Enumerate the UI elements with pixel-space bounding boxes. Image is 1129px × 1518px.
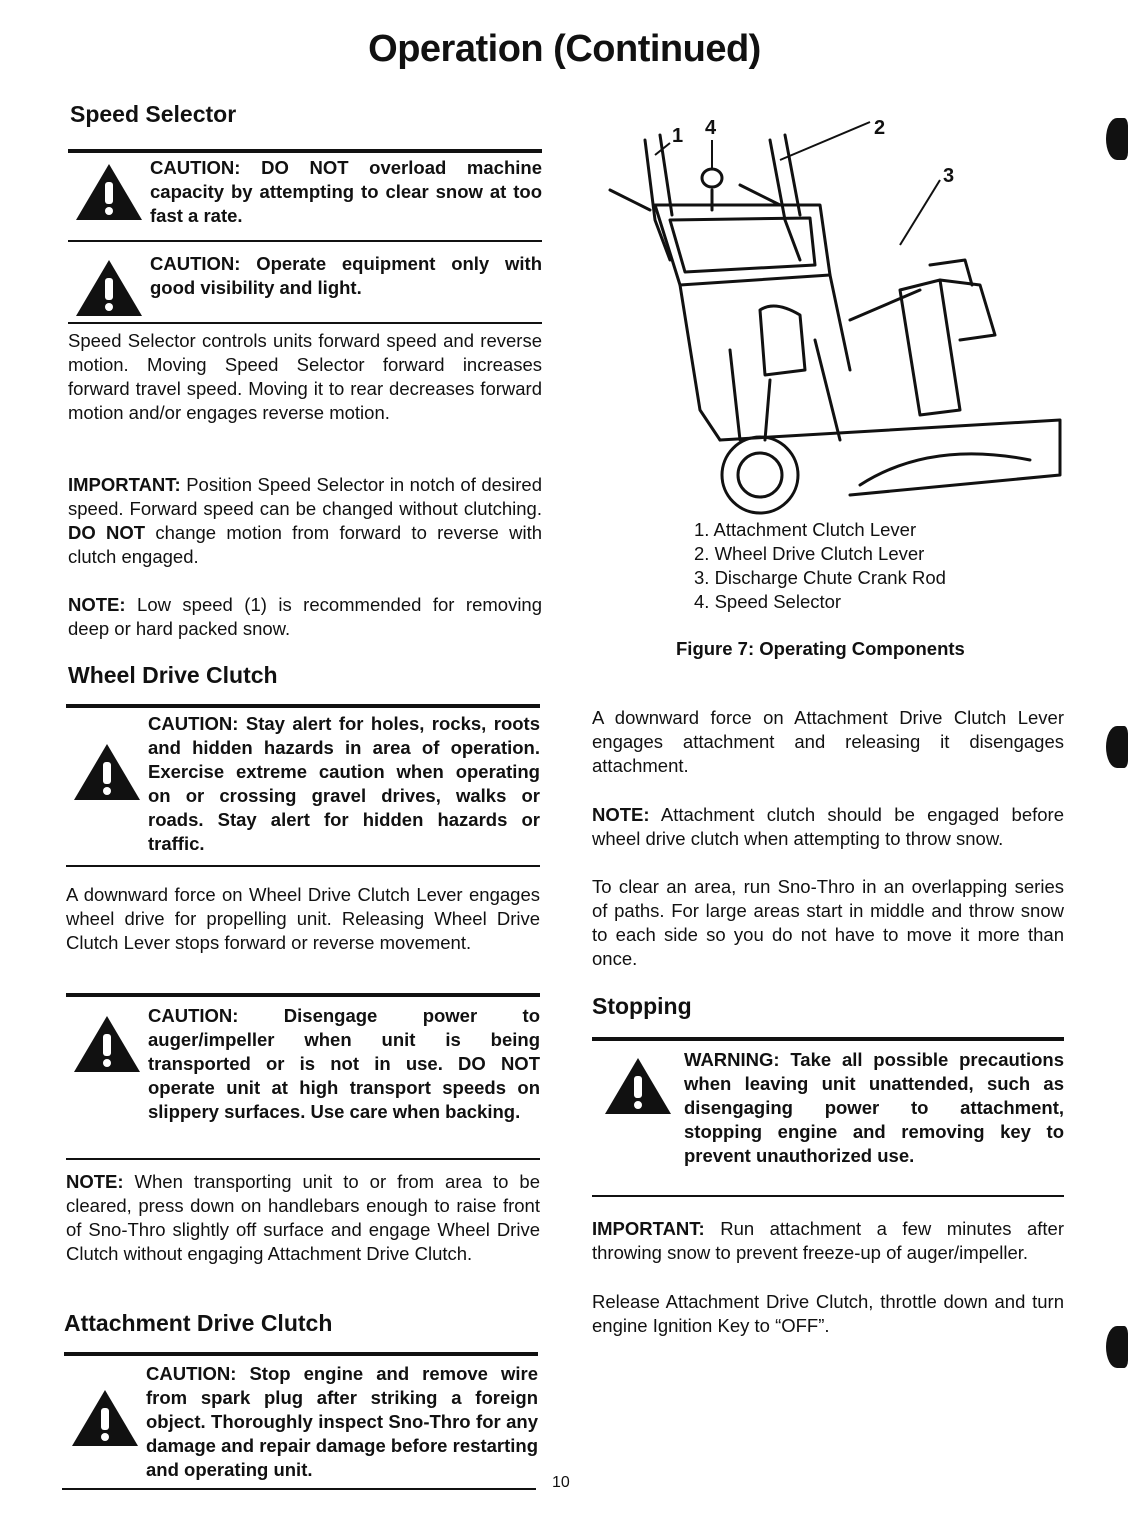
legend-item: 4. Speed Selector xyxy=(694,591,842,612)
binding-mark xyxy=(1106,118,1128,160)
caution-icon xyxy=(66,712,148,802)
binding-mark xyxy=(1106,726,1128,768)
important-label: IMPORTANT: xyxy=(68,474,181,495)
caution-icon xyxy=(64,1362,146,1448)
page-title: Operation (Continued) xyxy=(368,28,761,70)
attachment-drive-clutch-heading: Attachment Drive Clutch xyxy=(64,1310,333,1336)
callout-3: 3 xyxy=(943,165,955,187)
caution-icon xyxy=(68,156,150,222)
rule xyxy=(66,865,540,867)
rule xyxy=(68,240,542,242)
caution-box xyxy=(66,1004,540,1124)
speed-selector-important xyxy=(68,473,542,569)
caution-box xyxy=(68,252,542,318)
binding-mark xyxy=(1106,1326,1128,1368)
figure-legend xyxy=(694,518,946,614)
callout-4: 4 xyxy=(705,117,717,139)
callout-2: 2 xyxy=(874,117,886,139)
caution-box xyxy=(64,1362,538,1482)
caution-box xyxy=(66,712,540,856)
important-label: IMPORTANT: xyxy=(592,1218,705,1239)
attachment-paragraph: A downward force on Attachment Drive Clutch Lever engages attachment and releasing it disengages attachment. xyxy=(592,707,1064,776)
important-text: Position Speed Selector in notch of desired speed. Forward speed can be changed without clutching. xyxy=(68,474,542,519)
stopping-paragraph: Release Attachment Drive Clutch, throttle down and turn engine Ignition Key to “OFF”. xyxy=(592,1291,1064,1336)
page-number: 10 xyxy=(552,1474,570,1491)
note-label: NOTE: xyxy=(592,804,650,825)
note-label: NOTE: xyxy=(68,594,126,615)
figure-caption: Figure 7: Operating Components xyxy=(676,638,965,659)
callout-1: 1 xyxy=(672,125,684,147)
caution-box xyxy=(68,156,542,228)
rule xyxy=(64,1352,538,1356)
stopping-heading: Stopping xyxy=(592,993,692,1019)
note-text: Low speed (1) is recommended for removing deep or hard packed snow. xyxy=(68,594,543,639)
caution-text: CAUTION: Stay alert for holes, rocks, roots and hidden hazards in area of operation. Exercise extreme caution when operating on or crossing gravel drives, walks or roads. Stay alert for hidden hazards or traffic. xyxy=(148,713,540,854)
note-text: When transporting unit to or from area to be cleared, press down on handlebars enough to raise front of Sno-Thro slightly off surface and engage Wheel Drive Clutch without engaging Attachment Drive Clutch. xyxy=(66,1171,540,1264)
legend-item: 2. Wheel Drive Clutch Lever xyxy=(694,543,925,564)
stopping-important xyxy=(592,1217,1064,1265)
attachment-note xyxy=(592,803,1064,851)
warning-box xyxy=(592,1048,1064,1168)
note-label: NOTE: xyxy=(66,1171,124,1192)
rule xyxy=(66,1158,540,1160)
caution-text: CAUTION: Stop engine and remove wire from spark plug after striking a foreign object. Thoroughly inspect Sno-Thro for any damage and repair damage before restarting and operating unit. xyxy=(146,1363,538,1480)
important-text: change motion from forward to reverse with clutch engaged. xyxy=(68,522,543,567)
legend-item: 3. Discharge Chute Crank Rod xyxy=(694,567,946,588)
rule xyxy=(68,322,542,324)
speed-selector-heading: Speed Selector xyxy=(70,101,237,127)
note-text: Attachment clutch should be engaged before wheel drive clutch when attempting to throw snow. xyxy=(592,804,1064,849)
caution-text: CAUTION: Disengage power to auger/impeller when unit is being transported or is not in use. DO NOT operate unit at high transport speeds on slippery surfaces. Use care when backing. xyxy=(148,1005,540,1122)
snowthrower-illustration xyxy=(600,110,1070,515)
speed-selector-note xyxy=(68,593,542,641)
caution-icon xyxy=(68,252,150,318)
wheel-drive-clutch-heading: Wheel Drive Clutch xyxy=(68,662,278,688)
rule xyxy=(62,1488,536,1490)
important-bold: DO NOT xyxy=(68,522,146,543)
warning-text: WARNING: Take all possible precautions when leaving unit unattended, such as disengaging power to attachment, stopping engine and removing key to prevent unauthorized use. xyxy=(684,1049,1064,1166)
wheel-drive-paragraph: A downward force on Wheel Drive Clutch Lever engages wheel drive for propelling unit. Releasing Wheel Drive Clutch Lever stops forward or reverse movement. xyxy=(66,884,540,953)
rule xyxy=(592,1037,1064,1041)
rule xyxy=(68,149,542,153)
caution-text: CAUTION: DO NOT overload machine capacity by attempting to clear snow at too fast a rate. xyxy=(150,157,542,226)
rule xyxy=(592,1195,1064,1197)
rule xyxy=(66,993,540,997)
warning-icon xyxy=(592,1048,684,1116)
rule xyxy=(66,704,540,708)
caution-icon xyxy=(66,1004,148,1074)
speed-selector-paragraph: Speed Selector controls units forward speed and reverse motion. Moving Speed Selector forward increases forward travel speed. Moving it to rear decreases forward motion and/or engages reverse motion. xyxy=(68,330,542,423)
clearing-paragraph: To clear an area, run Sno-Thro in an overlapping series of paths. For large areas start in middle and throw snow to each side so you do not have to move it more than once. xyxy=(592,876,1064,969)
wheel-drive-note xyxy=(66,1170,540,1266)
caution-text: CAUTION: Operate equipment only with good visibility and light. xyxy=(150,253,542,298)
figure-operating-components xyxy=(600,110,1070,515)
important-text: Run attachment a few minutes after throwing snow to prevent freeze-up of auger/impeller. xyxy=(592,1218,1064,1263)
legend-item: 1. Attachment Clutch Lever xyxy=(694,519,917,540)
